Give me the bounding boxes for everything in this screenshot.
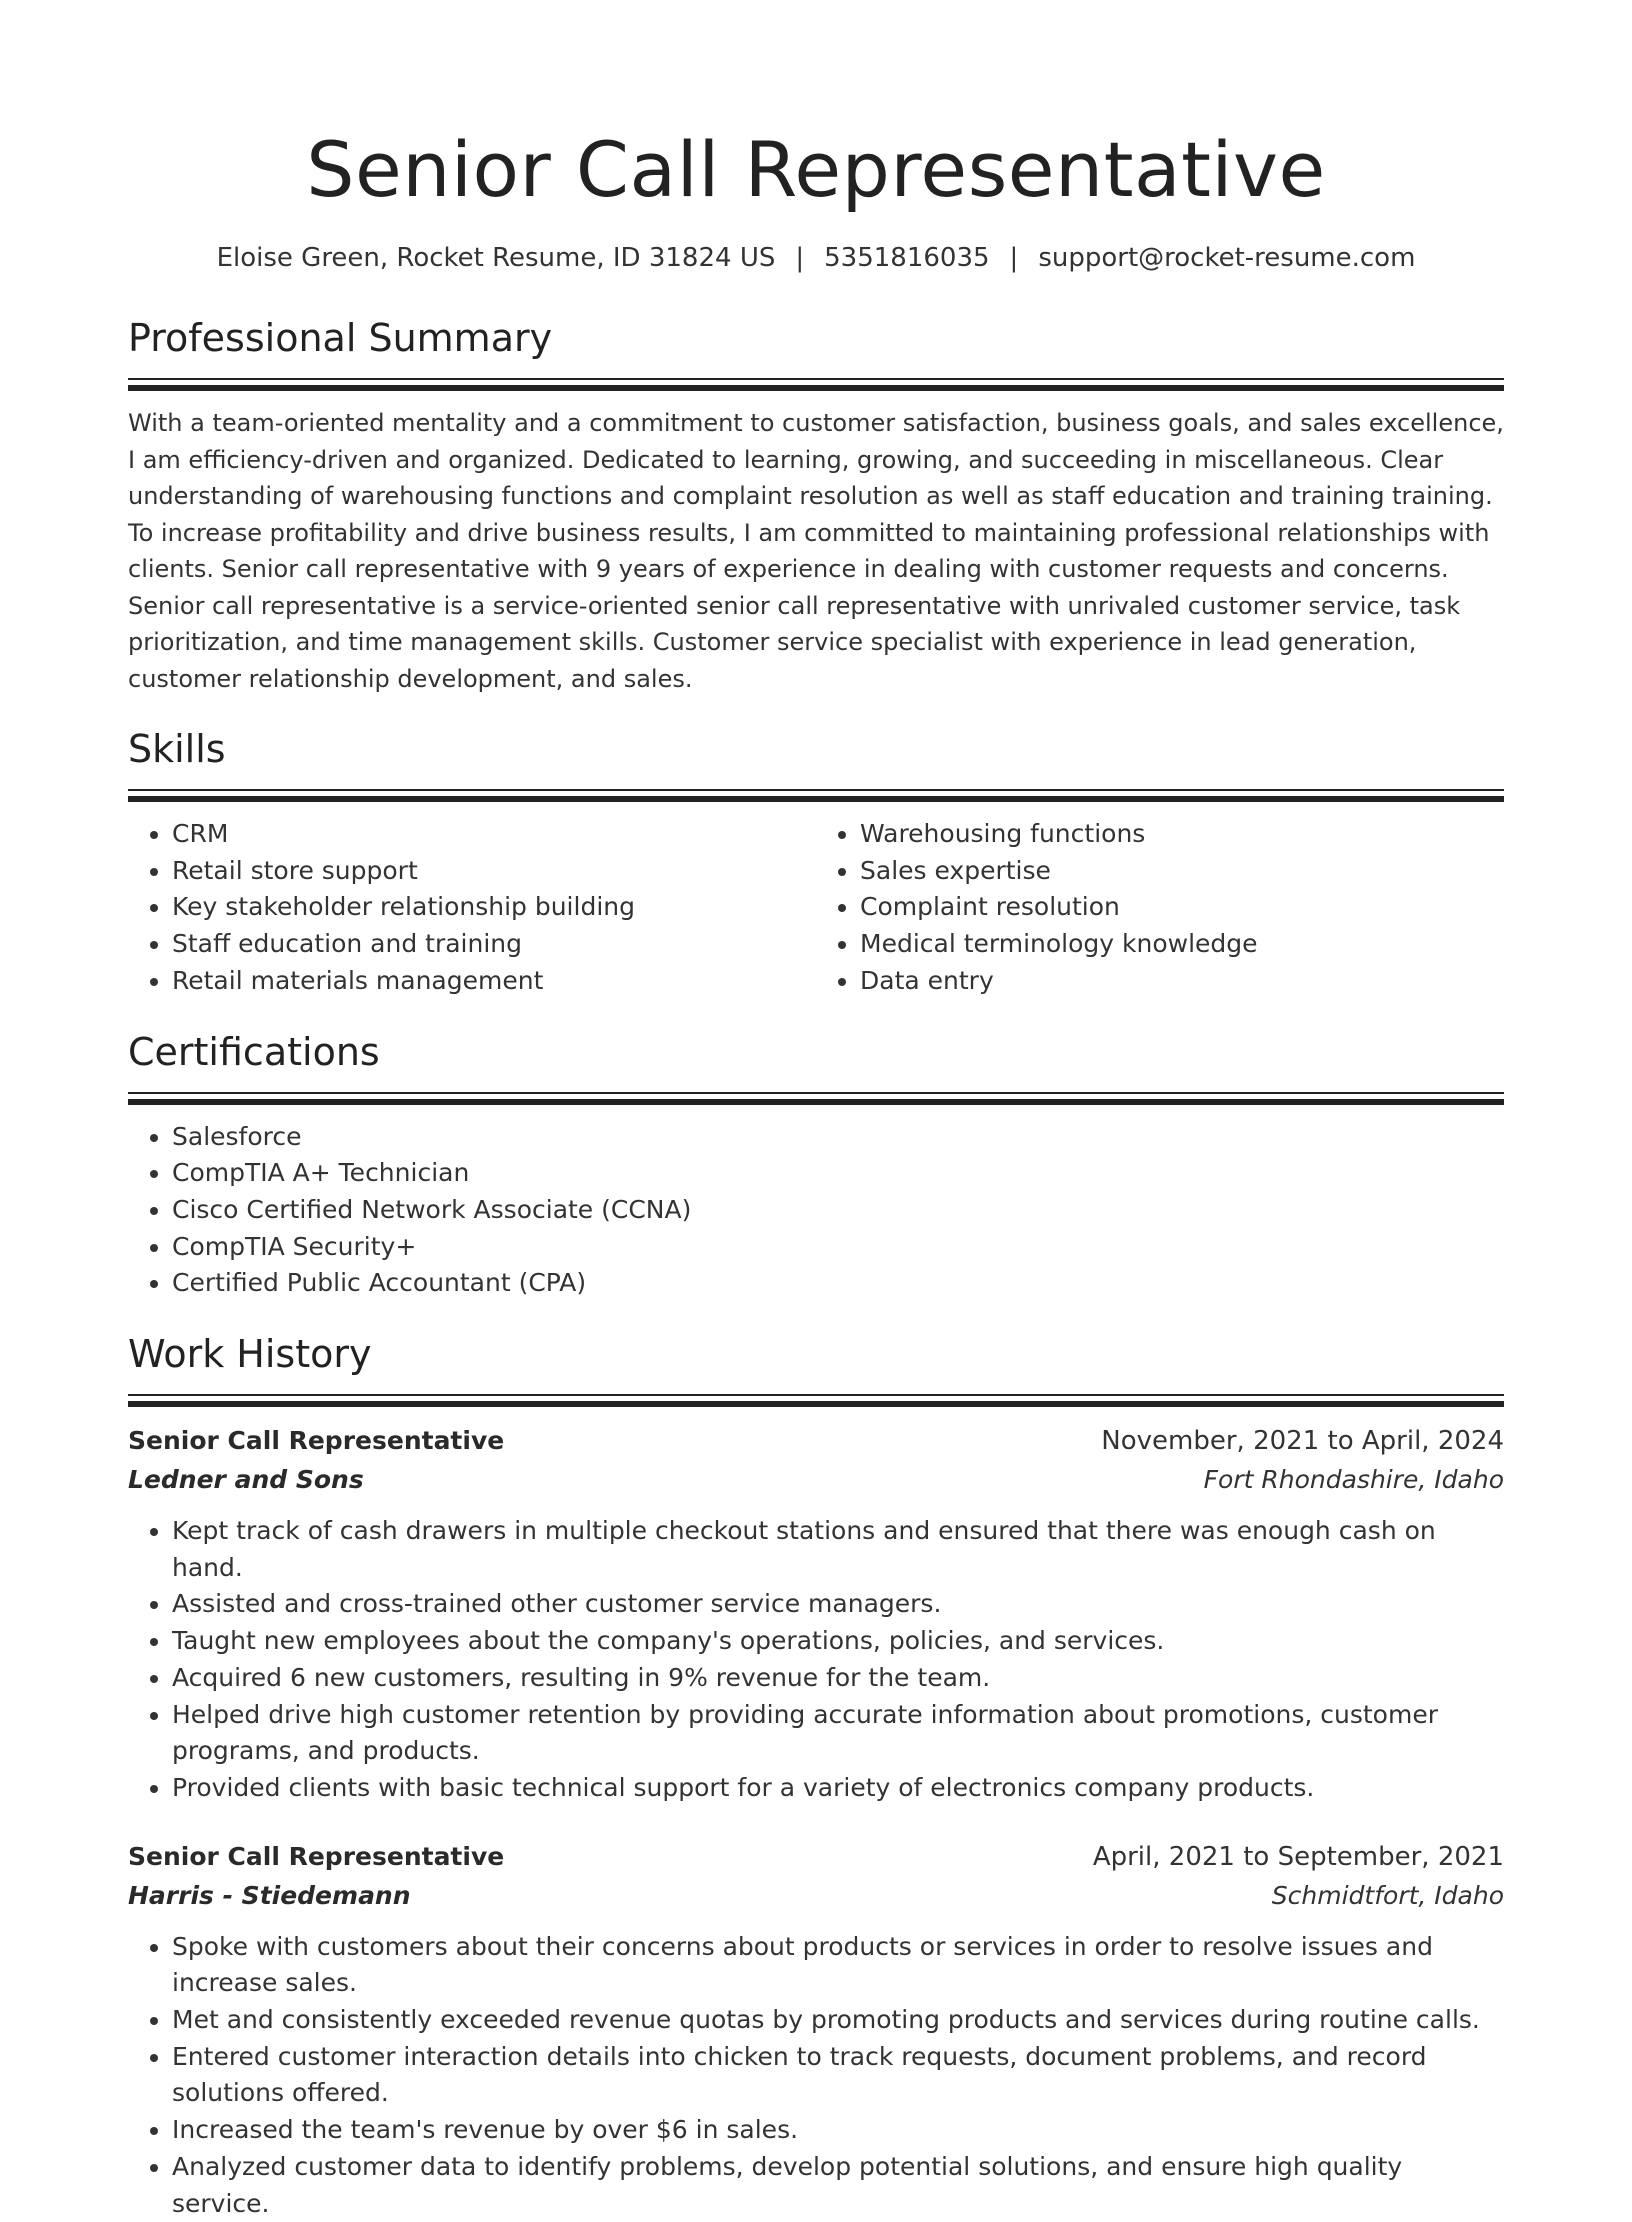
skill-item: • Sales expertise — [860, 853, 1504, 890]
skill-item: • CRM — [172, 816, 816, 853]
job-bullets — [128, 1929, 1504, 2222]
job-bullet: • Acquired 6 new customers, resulting in 9% revenue for the team. — [172, 1660, 1504, 1697]
job-bullet: • Entered customer interaction details into chicken to track requests, document problems, and record solutions offered. — [172, 2039, 1504, 2112]
section-divider — [128, 1092, 1504, 1105]
job-entry — [128, 1421, 1504, 1807]
job-title: Senior Call Representative — [128, 1841, 505, 1871]
section-divider — [128, 378, 1504, 391]
skill-item: • Key stakeholder relationship building — [172, 889, 816, 926]
skill-item: • Retail materials management — [172, 963, 816, 1000]
contact-phone: 5351816035 — [824, 243, 990, 273]
job-company: Harris - Stiedemann — [128, 1880, 411, 1910]
job-bullets — [128, 1513, 1504, 1807]
job-location: Fort Rhondashire, Idaho — [1203, 1465, 1504, 1495]
job-bullet: • Analyzed customer data to identify problems, develop potential solutions, and ensure high quality service. — [172, 2149, 1504, 2222]
skills-section — [128, 725, 1504, 1000]
skills-list-left — [128, 816, 816, 1000]
job-subheader-row — [128, 1461, 1504, 1499]
job-dates: April, 2021 to September, 2021 — [1092, 1841, 1504, 1872]
job-entry — [128, 1837, 1504, 2222]
resume-title: Senior Call Representative — [306, 125, 1326, 214]
section-heading-summary: Professional Summary — [128, 316, 553, 360]
section-heading-work-history: Work History — [128, 1332, 372, 1377]
contact-line — [128, 240, 1504, 276]
skill-item: • Retail store support — [172, 853, 816, 890]
skills-grid — [128, 816, 1504, 1000]
job-dates: November, 2021 to April, 2024 — [1101, 1426, 1504, 1457]
section-heading-skills: Skills — [128, 727, 226, 771]
skill-item: • Staff education and training — [172, 926, 816, 963]
certification-item: • CompTIA Security+ — [172, 1229, 1504, 1266]
job-company: Ledner and Sons — [128, 1465, 364, 1495]
section-divider — [128, 789, 1504, 802]
job-subheader-row — [128, 1877, 1504, 1915]
section-divider — [128, 1394, 1504, 1407]
job-header-row — [128, 1837, 1504, 1877]
job-bullet: • Increased the team's revenue by over $6 in sales. — [172, 2112, 1504, 2149]
skill-item: • Data entry — [860, 963, 1504, 1000]
certification-item: • Salesforce — [172, 1119, 1504, 1156]
contact-separator: | — [795, 243, 805, 273]
section-heading-certifications: Certifications — [128, 1029, 380, 1074]
job-bullet: • Helped drive high customer retention by providing accurate information about promotions, customer programs, and products. — [172, 1697, 1504, 1770]
job-location: Schmidtfort, Idaho — [1271, 1880, 1504, 1910]
work-history-section — [128, 1330, 1504, 2222]
job-header-row — [128, 1421, 1504, 1461]
certifications-list — [128, 1119, 1504, 1303]
skills-list-right — [816, 816, 1504, 1000]
skill-item: • Warehousing functions — [860, 816, 1504, 853]
contact-address: Eloise Green, Rocket Resume, ID 31824 US — [216, 243, 776, 273]
contact-separator: | — [1009, 243, 1019, 273]
skill-item: • Complaint resolution — [860, 889, 1504, 926]
certification-item: • Cisco Certified Network Associate (CCNA) — [172, 1192, 1504, 1229]
resume-page — [128, 0, 1504, 2222]
job-bullet: • Provided clients with basic technical support for a variety of electronics company products. — [172, 1770, 1504, 1807]
job-bullet: • Kept track of cash drawers in multiple checkout stations and ensured that there was enough cash on hand. — [172, 1513, 1504, 1586]
certifications-section — [128, 1028, 1504, 1303]
certification-item: • Certified Public Accountant (CPA) — [172, 1265, 1504, 1302]
job-title: Senior Call Representative — [128, 1426, 505, 1456]
job-bullet: • Assisted and cross-trained other customer service managers. — [172, 1586, 1504, 1623]
certification-item: • CompTIA A+ Technician — [172, 1155, 1504, 1192]
skill-item: • Medical terminology knowledge — [860, 926, 1504, 963]
summary-text: With a team-oriented mentality and a commitment to customer satisfaction, business goals, and sales excellence, I am efficiency-driven and organized. Dedicated to learning, growing, and succeeding in miscellaneous. Clear understanding of warehousing functions and complaint resolution as well as staff education and training training. To increase profitability and drive business results, I am committed to maintaining professional relationships with clients. Senior call representative with 9 years of experience in dealing with customer requests and concerns. Senior call representative is a service-oriented senior call representative with unrivaled customer service, task prioritization, and time management skills. Customer service specialist with experience in lead generation, customer relationship development, and sales. — [128, 409, 1504, 693]
contact-email: support@rocket-resume.com — [1038, 243, 1416, 273]
job-bullet: • Met and consistently exceeded revenue quotas by promoting products and services during routine calls. — [172, 2002, 1504, 2039]
job-bullet: • Spoke with customers about their concerns about products or services in order to resolve issues and increase sales. — [172, 1929, 1504, 2002]
summary-section — [128, 314, 1504, 697]
job-bullet: • Taught new employees about the company's operations, policies, and services. — [172, 1623, 1504, 1660]
